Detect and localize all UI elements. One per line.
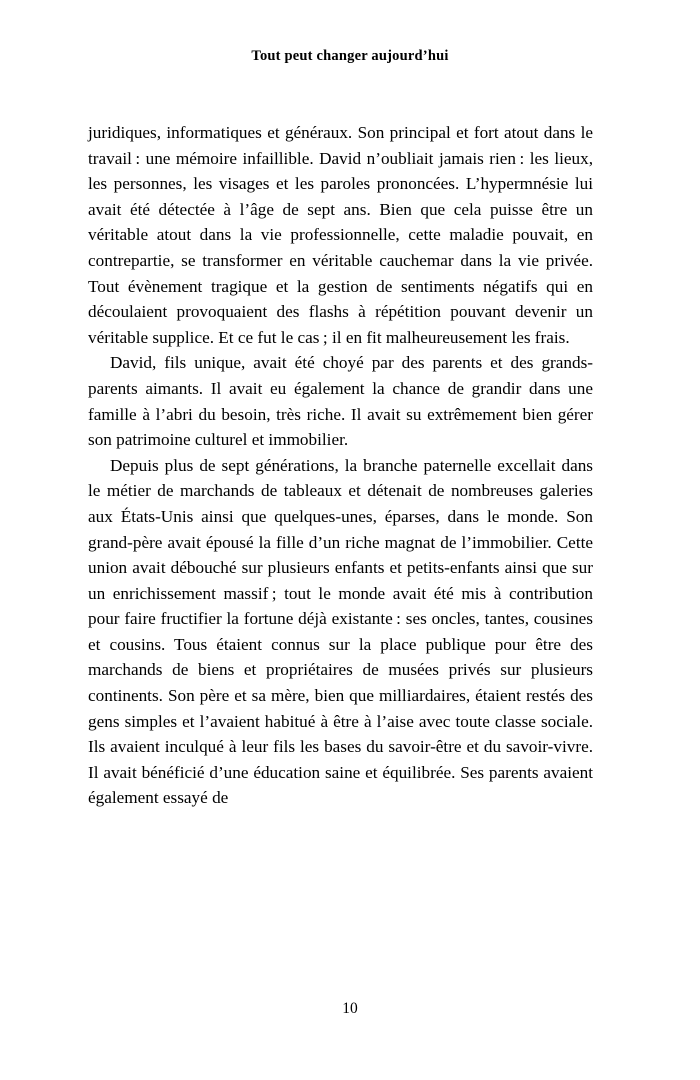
body-text bbox=[88, 120, 593, 811]
paragraph: juridiques, informatiques et généraux. Son principal et fort atout dans le travail : une mémoire infaillible. David n’oubliait jamais rien : les lieux, les personnes, les visages et les paroles prononcées. L’hypermnésie lui avait été détectée à l’âge de sept ans. Bien que cela puisse être un véritable atout dans la vie professionnelle, cette maladie pouvait, en contrepartie, se transformer en véritable cauchemar dans la vie privée. Tout évènement tragique et la gestion de sentiments négatifs qui en découlaient provoquaient des flashs à répétition pouvant devenir un véritable supplice. Et ce fut le cas ; il en fit malheureusement les frais. bbox=[88, 123, 593, 347]
page-number: 10 bbox=[342, 1000, 358, 1017]
running-head: Tout peut changer aujourd’hui bbox=[251, 48, 449, 64]
paragraph: Depuis plus de sept générations, la branche paternelle excellait dans le métier de marchands de tableaux et détenait de nombreuses galeries aux États-Unis ainsi que quelques-unes, éparses, dans le monde. Son grand-père avait épousé la fille d’un riche magnat de l’immobilier. Cette union avait débouché sur plusieurs enfants et petits-enfants ainsi que sur un enrichissement massif ; tout le monde avait été mis à contribution pour faire fructifier la fortune déjà existante : ses oncles, tantes, cousines et cousins. Tous étaient connus sur la place publique pour être des marchands de biens et propriétaires de musées privés sur plusieurs continents. Son père et sa mère, bien que milliardaires, étaient restés des gens simples et l’avaient habitué à être à l’aise avec toute classe sociale. Ils avaient inculqué à leur fils les bases du savoir-être et du savoir-vivre. Il avait bénéficié d’une éducation saine et équilibrée. Ses parents avaient également essayé de bbox=[88, 455, 593, 808]
paragraph: David, fils unique, avait été choyé par des parents et des grands-parents aimants. Il avait eu également la chance de grandir dans une famille à l’abri du besoin, très riche. Il avait su extrêmement bien gérer son patrimoine culturel et immobilier. bbox=[88, 353, 593, 450]
